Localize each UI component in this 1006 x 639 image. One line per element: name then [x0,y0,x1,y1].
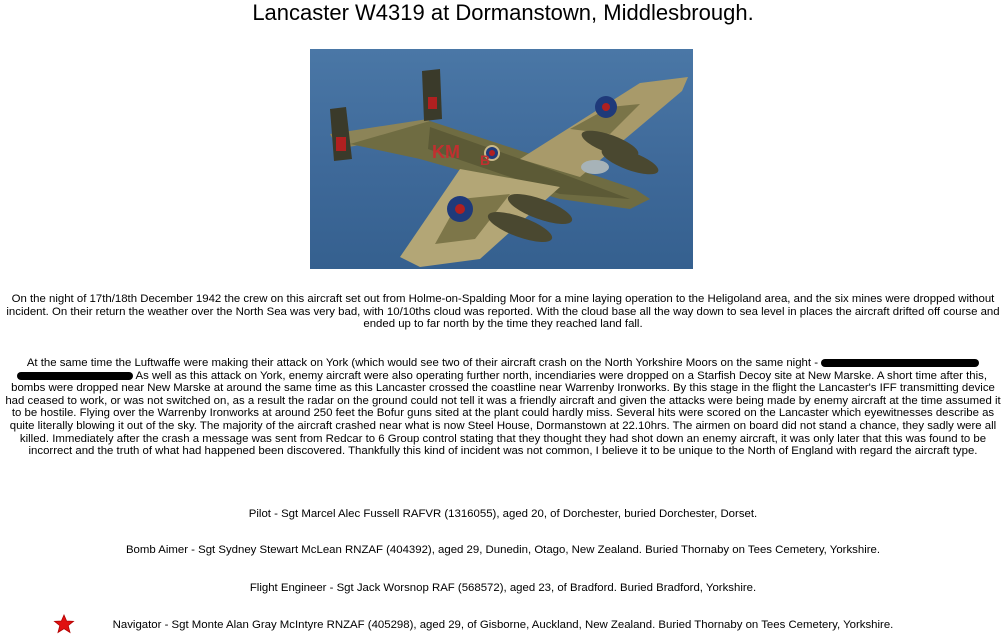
story-paragraph-1: On the night of 17th/18th December 1942 the crew on this aircraft set out from Holme-on-Spalding Moor for a mine laying operation to the Heligoland area, and the six mines were dropped without incident. On their return the weather over the North Sea was very bad, with 10/10ths cloud was reported. With the cloud base all the way down to sea level in places the aircraft drifted off course and ended up to far north by the time they reached land fall. [6,293,1000,331]
crew-pilot: Pilot - Sgt Marcel Alec Fussell RAFVR (1316055), aged 20, of Dorchester, buried Dorchester, Dorset. [248,508,758,520]
crew-bomb-aimer: Bomb Aimer - Sgt Sydney Stewart McLean RNZAF (404392), aged 29, Dunedin, Otago, New Zealand. Buried Thornaby on Tees Cemetery, Yorkshire. [125,544,881,556]
story-paragraph-2-start: At the same time the Luftwaffe were making their attack on York (which would see two of their aircraft crash on the North Yorkshire Moors on the same night - [26,357,822,369]
aircraft-letter-text: B [480,152,491,168]
story-paragraph-2 [4,357,1002,458]
redaction-bar [821,359,979,367]
squadron-code-text: KM [432,142,460,162]
crew-flight-engineer: Flight Engineer - Sgt Jack Worsnop RAF (568572), aged 23, of Bradford. Buried Bradford, Yorkshire. [249,582,757,594]
cockpit-canopy [581,160,609,174]
right-fin [422,69,442,121]
lancaster-photo [310,49,693,269]
redaction-bar [17,372,133,380]
crew-navigator: Navigator - Sgt Monte Alan Gray McIntyre RNZAF (405298), aged 29, of Gisborne, Auckland, New Zealand. Buried Thornaby on Tees Cemetery, Yorkshire. [112,619,894,631]
page-title: Lancaster W4319 at Dormanstown, Middlesbrough. [252,0,754,25]
story-paragraph-2-rest: As well as this attack on York, enemy aircraft were also operating further north, incendiaries were dropped on a Starfish Decoy site at New Marske. A short time after this, bombs were dropped near New Marske at around the same time as this Lancaster crossed the coastline near Warrenby Ironworks. By this stage in the flight the Lancaster's IFF transmitting device had ceased to work, or was not switched on, as a result the radar on the ground could not tell it was a friendly aircraft and given the attacks were being made by enemy aircraft at the time assumed it to be hostile. Flying over the Warrenby Ironworks at around 250 feet the Bofur guns sited at the plant could hardly miss. Several hits were scored on the Lancaster which eyewitnesses describe as quite literally blowing it out of the sky. The majority of the aircraft crashed near what is now Steel House, Dormanstown at 22.10hrs. The airmen on board did not stand a chance, they sadly were all killed. Immediately after the crash a message was sent from Redcar to 6 Group control stating that they thought they had shot down an enemy aircraft, it was only later that this was found to be incorrect and the truth of what had happened been discovered. Thankfully this kind of incident was not common, I believe it to be unique to the North of England with regard the aircraft type. [5,369,1001,458]
